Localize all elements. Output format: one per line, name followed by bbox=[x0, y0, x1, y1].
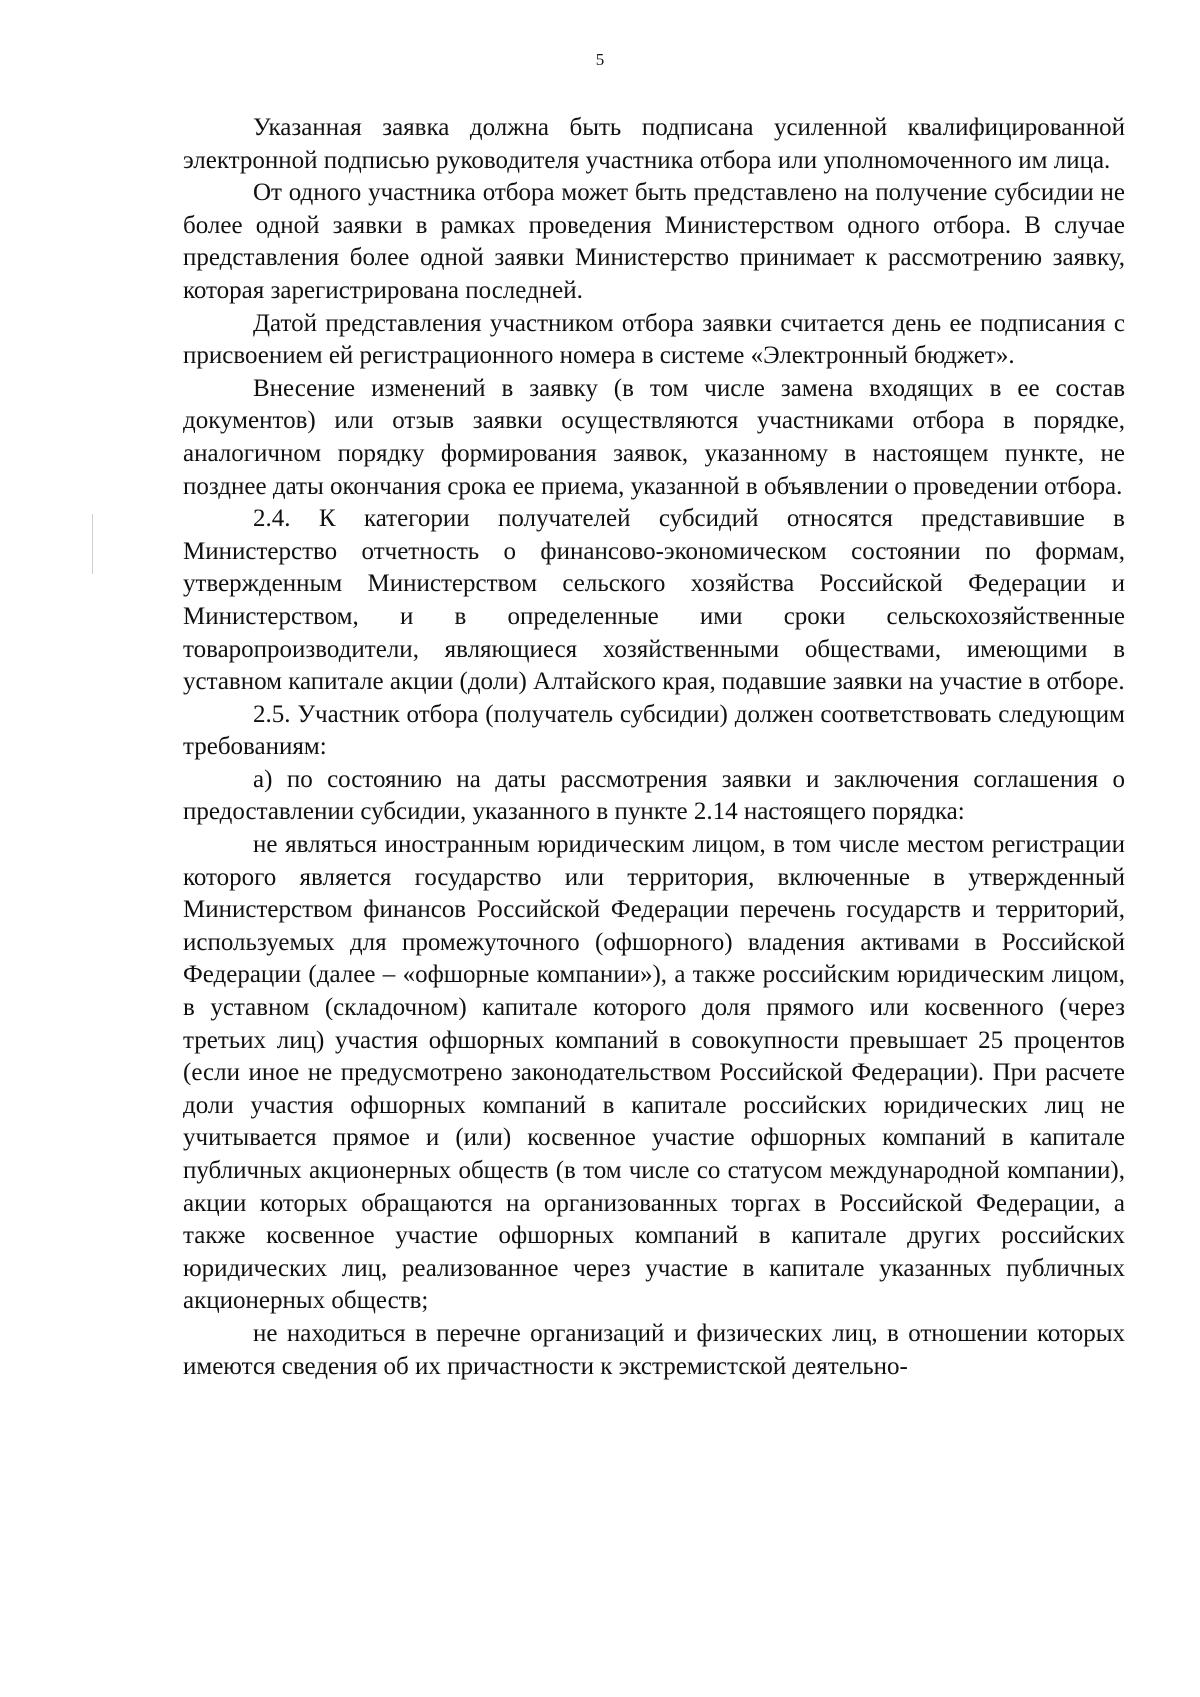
paragraph-submission-date: Датой представления участником отбора заявки считается день ее подписания с присвоением ей регистрационного номера в системе «Электронный бюджет». bbox=[183, 309, 1125, 370]
paragraph-requirement-a: а) по состоянию на даты рассмотрения заявки и заключения соглашения о предоставлении субсидии, указанного в пункте 2.14 настоящего порядка: bbox=[183, 765, 1125, 826]
margin-scan-mark bbox=[92, 514, 93, 574]
paragraph-extremism-list: не находиться в перечне организаций и физических лиц, в отношении которых имеются сведения об их причастности к экстремистской деятельно- bbox=[183, 1319, 1125, 1380]
paragraph-single-application: От одного участника отбора может быть представлено на получение субсидии не более одной заявки в рамках проведения Министерством одного отбора. В случае представления более одной заявки Министерство принимает к рассмотрению заявку, которая зарегистрирована последней. bbox=[183, 179, 1125, 304]
paragraph-2-4-recipient-categories: 2.4. К категории получателей субсидий относятся представившие в Министерство отчетность о финансово-экономическом состоянии по формам, утвержденным Министерством сельского хозяйства Российской Федерации и Министерством, и в определенные ими сроки сельскохозяйственные товаропроизводители, являющиеся хозяйственными обществами, имеющими в уставном капитале акции (доли) Алтайского края, подавшие заявки на участие в отборе. bbox=[183, 505, 1125, 696]
paragraph-application-changes: Внесение изменений в заявку (в том числе замена входящих в ее состав документов) или отзыв заявки осуществляются участниками отбора в порядке, аналогичном порядку формирования заявок, указанному в настоящем пункте, не позднее даты окончания срока ее приема, указанной в объявлении о проведении отбора. bbox=[183, 374, 1125, 500]
paragraph-2-5-requirements: 2.5. Участник отбора (получатель субсидии) должен соответствовать следующим требованиям: bbox=[183, 700, 1125, 761]
paragraph-offshore-requirement: не являться иностранным юридическим лицом, в том числе местом регистрации которого является государство или территория, включенные в утвержденный Министерством финансов Российской Федерации перечень государств и территорий, используемых для промежуточного (офшорного) владения активами в Российской Федерации (далее – «офшорные компании»), а также российским юридическим лицом, в уставном (складочном) капитале которого доля прямого или косвенного (через третьих лиц) участия офшорных компаний в совокупности превышает 25 процентов (если иное не предусмотрено законодательством Российской Федерации). При расчете доли участия офшорных компаний в капитале российских юридических лиц не учитывается прямое и (или) косвенное участие офшорных компаний в капитале публичных акционерных обществ (в том числе со статусом международной компании), акции которых обращаются на организованных торгах в Российской Федерации, а также косвенное участие офшорных компаний в капитале других российских юридических лиц, реализованное через участие в капитале указанных публичных акционерных обществ; bbox=[183, 831, 1125, 1315]
document-body bbox=[183, 112, 1125, 1383]
paragraph-signature-requirement: Указанная заявка должна быть подписана усиленной квалифицированной электронной подписью руководителя участника отбора или уполномоченного им лица. bbox=[183, 114, 1125, 174]
page-number: 5 bbox=[595, 50, 605, 69]
